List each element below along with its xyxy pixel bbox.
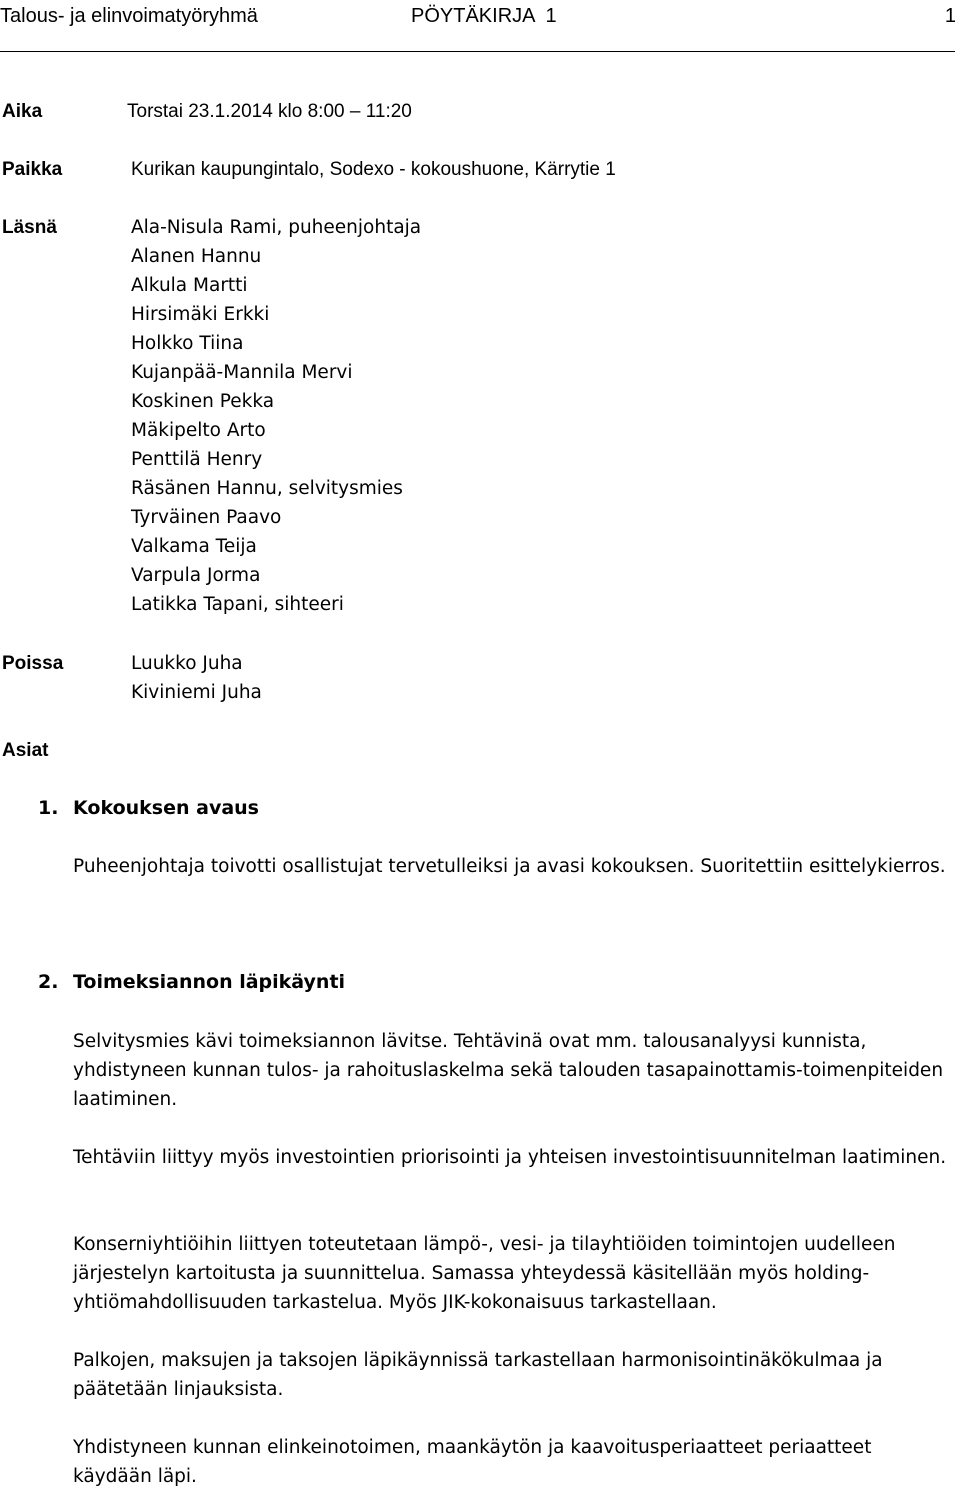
place-label: Paikka [2, 159, 63, 180]
present-member: Koskinen Pekka [131, 391, 275, 412]
agenda-paragraph: Konserniyhtiöihin liittyen toteutetaan lämpö-, vesi- ja tilayhtiöiden toimintojen uudelleen järjestelyn kartoitusta ja suunnittelua. Samassa yhteydessä käsitellään myös holding-yhtiömahdollisuuden tarkastelua. Myös JIK-kokonaisuus tarkastellaan. [73, 1234, 896, 1313]
present-member: Alanen Hannu [131, 246, 262, 267]
present-member: Alkula Martti [131, 275, 248, 296]
present-member: Räsänen Hannu, selvitysmies [131, 478, 403, 499]
present-member: Penttilä Henry [131, 449, 263, 470]
agenda-item-heading [38, 794, 259, 823]
absent-member: Luukko Juha [131, 653, 243, 674]
present-member: Valkama Teija [131, 536, 257, 557]
agenda-item-number: 2. [38, 971, 59, 993]
present-member: Tyrväinen Paavo [131, 507, 282, 528]
present-member: Varpula Jorma [131, 565, 261, 586]
place-value: Kurikan kaupungintalo, Sodexo - kokoushuone, Kärrytie 1 [131, 159, 616, 180]
time-value: Torstai 23.1.2014 klo 8:00 – 11:20 [127, 101, 412, 122]
agenda-item-title: Toimeksiannon läpikäynti [73, 971, 346, 993]
present-member: Latikka Tapani, sihteeri [131, 594, 344, 615]
absent-list [131, 649, 262, 707]
present-member: Hirsimäki Erkki [131, 304, 270, 325]
agenda-item-title: Kokouksen avaus [73, 797, 259, 819]
header-document-title: PÖYTÄKIRJA 1 [411, 5, 557, 27]
agenda-paragraph: Puheenjohtaja toivotti osallistujat tervetulleiksi ja avasi kokouksen. Suoritettiin esittelykierros. [73, 856, 946, 877]
agenda-paragraph: Yhdistyneen kunnan elinkeinotoimen, maankäytön ja kaavoitusperiaatteet periaatteet käydään läpi. [73, 1437, 872, 1487]
header-divider [0, 51, 955, 52]
agenda-item-number: 1. [38, 797, 59, 819]
agenda-paragraph: Tehtäviin liittyy myös investointien priorisointi ja yhteisen investointisuunnitelman laatiminen. [73, 1147, 947, 1168]
agenda-heading: Asiat [2, 740, 49, 761]
present-member: Mäkipelto Arto [131, 420, 266, 441]
agenda-item-heading [38, 968, 345, 997]
absent-member: Kiviniemi Juha [131, 682, 262, 703]
present-list [131, 213, 421, 619]
present-label: Läsnä [2, 217, 57, 238]
agenda-paragraph: Selvitysmies kävi toimeksiannon lävitse. Tehtävinä ovat mm. talousanalyysi kunnista, yhdistyneen kunnan tulos- ja rahoituslaskelma sekä talouden tasapainottamis-toimenpiteiden laatiminen. [73, 1031, 944, 1110]
present-member: Kujanpää-Mannila Mervi [131, 362, 353, 383]
header-page-number: 1 [944, 5, 956, 27]
agenda-paragraph: Palkojen, maksujen ja taksojen läpikäynnissä tarkastellaan harmonisointinäkökulmaa ja päätetään linjauksista. [73, 1350, 883, 1400]
present-member: Holkko Tiina [131, 333, 244, 354]
header-organization: Talous- ja elinvoimatyöryhmä [0, 5, 258, 27]
time-label: Aika [2, 101, 43, 122]
present-member: Ala-Nisula Rami, puheenjohtaja [131, 217, 422, 238]
absent-label: Poissa [2, 653, 64, 674]
